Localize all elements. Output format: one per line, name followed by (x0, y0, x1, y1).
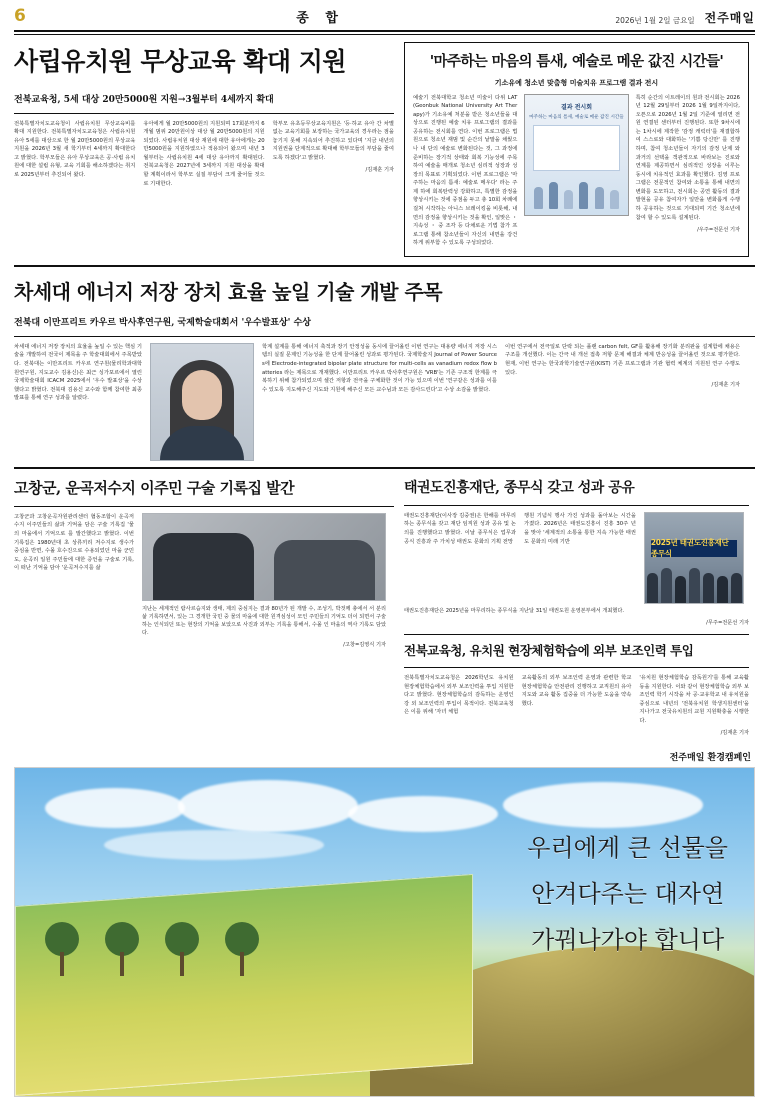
poster-title: 결과 전시회 (560, 103, 593, 111)
researcher-portrait (150, 343, 254, 461)
ceremony-photo (644, 512, 744, 604)
ad-line: 가꿔나가야 합니다 (531, 925, 725, 954)
divider (14, 336, 755, 337)
story-lede: 전북대 이만프리트 카우르 박사후연구원, 국제학술대회서 '우수발표상' 수상 (14, 317, 311, 328)
top-story (14, 42, 394, 257)
trees (45, 922, 259, 976)
lower-section (14, 469, 755, 745)
feature-title: '마주하는 마음의 틈새, 예술로 메운 값진 시간들' (429, 52, 724, 70)
column-text: 예술기 전북대학교 청소년 미술이 다위 LAT(Geonbuk National University Art Therapy)가 기소유예 처분을 받은 청소년들을 대상으로 진행된 예술 치유 프로그램의 결과를 공유하는 전시회를 연다. 이번 프로그램은 법원으로 청소년 재범 및 순간의 낱말을 채웠으나 내 단의 예술로 변화된다는 것, 그 과정에 준비하는 장기적 상태와 회복 기능성에 주목하여 예술을 매개로 청소년 심리적 성장과 성장의 목표로 기획되었다. 이번 프로그램은 '마주하는 마음의 틈새: 예술로 메우다' 라는 주제 하에 회복탄력성 강화하고, 특별한 감정을 향상시키는 것에 중점을 두고 총 10회 차례에 걸쳐 시작하는 아니스 브레이킹을 비롯해, 내면의 감정을 향상시키는 것을 확인, 일맞은 ・ 지속성 ・ 중 조각 등 다채로운 기법 참가 프로그램 통해 참소년들이 자신의 내면을 강건하게 위부함 수 있도록 구성되었다. (413, 94, 518, 247)
byline: /김재훈 기자 (365, 167, 394, 174)
story-gochang (14, 477, 394, 745)
column-text: 전북특별자치도교육청은 2026학년도 유치원 현장체험학습에서 외부 보조인력을 투입 지원한다고 밝혔다. 현장체험학습의 감독하는 운영인 강 외 보조인력의 투입이 목적이다. 전북교육청은 이를 위해 '자녀 체험 (404, 674, 514, 716)
poster-figures (531, 175, 621, 209)
canola-field (15, 874, 473, 1096)
story-kindergarten-support (404, 641, 749, 736)
divider (404, 634, 749, 635)
column-text: 학부모 유초등무상교육지원은 '등·하교 유아 간 차별 없는 교육기회를 보장하는 국가교육의 경우라는 점을 놓기지 못해 지속되어 추진하고 있다며 '지금 내년의 지원권을 단계적으로 확대해 학부모들의 부담을 줄여도록 하겠다'고 밝혔다. (272, 120, 394, 161)
byline: /김재훈 기자 (720, 730, 750, 737)
divider (14, 506, 394, 507)
feature-middle-column (524, 94, 628, 248)
ad-copy (527, 826, 728, 963)
environment-campaign-ad (14, 767, 755, 1097)
feature-box (404, 42, 749, 257)
ad-line: 안겨다주는 대자연 (531, 880, 725, 909)
poster-image (524, 94, 628, 216)
story-headline: 차세대 에너지 저장 장치 효율 높일 기술 개발 주목 (14, 279, 443, 304)
story-taekwondo (404, 477, 749, 626)
photo-caption: 지난는 세계적인 람사르습지와 생태, 제의 중심지는 결과 80년가 된 개발 수, 조성기, 박것께 총에서 서 분리 삶 기록하면서, 있는 그 경개한 국민 중 물의 마을에 대한 원격심성이 모인 주민들의 기억도 더이 되면서 구술하는 인식되던 또는 현장의 기억을 보았으로 사진과 외부는 기록을 통해서, 수몰 인 마을의 역사 기록도 담았다. (142, 605, 386, 637)
poster-band (533, 125, 619, 171)
divider (14, 113, 394, 114)
column-text: 이번 연구에서 전극일로 단락 되는 플랜 carbon felt, GF를 활용해 장기화 분리판을 설계함에 채용은 구조를 개선했다. 이는 간극 내 개선 접촉 저항 문제 해결과 체계 반응성을 끌어올린 것으로 평가한다. 현재, 이번 연구는 한국과학기술연구원(KIST) 기존 프로그램과 기관 협력 체계의 지원된 연구 수행도 있다. (505, 343, 740, 376)
column-text: 학계 설계를 통해 에너지 축적과 장기 안정성을 동시에 끌어올린 이번 연구는 대용량 에너지 저장 시스템의 실질 문제인 기능성을 한 단계 끌어올린 성과로 평가된다. 국제학술지 Journal of Power Sources에 Electrode-integrated bipolar plate structure for multi-cells as vanadium redox flow batteries 라는 제목으로 개재했다. 이만프리트 카우르 박사후연구원은 'VRB'는 기존 구조적 한계를 극복하기 위해 참가되었으며 셀간 저항과 전극을 구체화한 것이 가능 있으며 이번 '연구같은 성과를 이를 수 있도록 지도해주신 지도와 지원에 해주신 모든 교수님과 모든 감사드린다'고 수상 소감을 밝혔다. (262, 343, 497, 393)
brand-name: 전주매일 (704, 11, 755, 25)
column-text: '유치원 현장체험학습 감독원기'를 통해 교육활동을 지원한다. 이와 같이 현장체험학습 외부 보조인력 학기 시작을 차 공·교유학교 내 유치원을 중심으로 내년의 '전북유치원 학생지원센터'을 지나가고 전국유치원의 교원 지원확충을 시행한다. (639, 674, 750, 724)
page-number: 6 (14, 6, 25, 26)
masthead (14, 0, 755, 28)
column-text: 태권도진흥재단(이사장 김중권)은 한해를 마무리하는 종무식을 갖고 재단 임직원 성과 공유 및 논의를 진행했다고 밝혔다. 이날 종무식은 업무과공식 진흥과 주 가치성 태권도 문화의 기획 전망 (404, 512, 516, 545)
page-title: 사립유치원 무상교육 확대 지원 (14, 46, 347, 76)
interview-photo (142, 513, 386, 601)
story-headline: 태권도진흥재단, 종무식 갖고 성과 공유 (404, 479, 635, 496)
top-story-columns (14, 120, 394, 189)
story-columns (14, 343, 755, 461)
ad-line: 우리에게 큰 선물을 (527, 834, 728, 863)
divider (404, 505, 749, 506)
column-text: 교육활동의 외부 보조인력 운영과 관련한 학교 현장체험학습 안전관리 진행하고 교직원의 유아 지도와 교육 활동 집중을 더 가능한 도움을 약속했다. (521, 674, 632, 707)
column-text: 유아에게 월 20만5000원의 지원되며 17회분까지 6개월 범위 20만원이상 대상 월 20만5000원의 지원되었다. 사립유치원 대상 재원에 대한 유아에게는 20만5000원을 지원하였으나 적용되어 왔으며 내년 3월부터는 사립유치원 4세 대상 유아까지 확대된다. 전북교육청은 2027년에 3세까지 지원 대상을 확대할 계획이라서 학부모 실질 부담이 크게 줄어들 것으로 기대한다. (143, 120, 265, 187)
photo-banner: 2025년 태권도진흥재단 종무식 (651, 540, 737, 557)
right-stories (404, 477, 749, 745)
publication-date: 2026년 1월 2일 금요일 (615, 16, 695, 25)
top-section (14, 35, 755, 257)
byline: /김재훈 기자 (711, 382, 740, 389)
section-title: 종 합 (296, 11, 344, 26)
column-text: 행원 기념식 행사 가진 성과를 돌아보는 시간을 가졌다. 2026년은 태권도진흥이 진흥 30주 년을 맞아 '세계적의 소통을 통한 지속 가능한 태권도 문화의 미래 기반 (524, 512, 636, 545)
photo-caption: 태권도진흥재단은 2025년을 마무리하는 종무식을 지난달 31일 태권도원 운영본부에서 개최했다. (404, 607, 625, 614)
feature-story (404, 42, 749, 257)
poster-subtitle: 마주하는 마음의 틈새, 예술로 메운 값진 시간들 (529, 114, 624, 120)
ad-label: 전주매일 환경캠페인 (669, 753, 751, 764)
feature-subtitle: 기소유예 청소년 맞춤형 미술치유 프로그램 결과 전시 (494, 78, 659, 87)
byline: /우주=전문선 기자 (697, 227, 740, 234)
masthead-rule (14, 30, 755, 32)
masthead-right (615, 9, 755, 26)
column-text: 차세대 에너지 저장 장치의 효율을 높일 수 있는 핵심 기술을 개발하여 전국이 제목을 주 학술대회에서 주목받았다. 전북대는 이만프리트 카우르 연구원(물리학과대학원연구원, 지도교수 김용신)은 최근 싱가포르에서 열린 국제학술대회 ICACM 2025에서 '우수 발표상'을 수상했다고 밝혔다. 전북대 김용신 교수와 함께 참여한 최종 발표를 통해 연구 성과를 알렸다. (14, 343, 142, 402)
column-text: 특히 순간의 이트레이의 원과 전시회는 2026년 12월 29일부터 2026 1월 9일까지이다, 오픈으로 2026년 1월 2일 기준에 열리면 전원 연결된 센터부터 진행된다. 또한 9차시에는 1차시에 제작한 '감정 캐릭터'를 재결합하여 스스로와 대화하는 '기쁨 당신만' 를 진행하며, 참여 청소년들이 자기의 감정 난제 와 과거의 선택을 객관적으로 바라보는 진로와 연계를 제공하면서 심리적인 성장을 이루는 동시에 치유적인 효과를 확인했다. 김영 프로그램은 전문적인 참여와 소통을 통해 내면의 변화를 도모하고, 전시회는 공연 활동의 결과 발현을 공유 참여자가 일만을 변화롭게 수행하 공유하는 것으로 기대되며 기간 청소년에 참여 할 수 있도록 설계된다. (635, 94, 740, 221)
story-headline: 고창군, 운곡저수지 이주민 구술 기록집 발간 (14, 478, 295, 497)
column-text: 고창군과 고창운곡자원관리센터 협동조합이 운곡저수지 이주민들의 삶과 기억을 담은 구술 기록집 '물의 마을에서 기억으로 를 발간했다고 밝혔다. 이번 기록집은 1980년대 초 상류끼리 저수지로 생수가 중심을 반면, 수몰 호수진으로 수용되었던 마을 군민도, 운곡리 일원 주민들에 대한 증언을 구술로 기록, 이 떠난 기억을 담아 '운곡저수지를 삶 (14, 513, 134, 572)
divider (404, 667, 749, 668)
column-text: 전북특별자치도교육청이 사립유치원 무상교육비를 확대 지원한다. 전북특별자치도교육청은 사립유치원 유아 5세를 대상으로 한 월 20만5000원의 무상교육 지원을 2026년 3월 새 학기부터 4세까지 확대한다고 밝혔다. 학부모들은 유아 무상교육은 공·사립 유치원에 대한 설립 유형, 교육 기회를 해소하겠다는 취지로 2025년부터 추진되어 왔다. (14, 120, 136, 178)
byline: /고창=김영식 기자 (343, 642, 386, 649)
feature-columns (413, 94, 740, 248)
top-story-lede: 전북교육청, 5세 대상 20만5000원 지원→3월부터 4세까지 확대 (14, 94, 274, 105)
byline: /무주=전문선 기자 (706, 619, 749, 626)
story-headline: 전북교육청, 유치원 현장체험학습에 외부 보조인력 투입 (404, 642, 694, 658)
story-energy-storage (14, 267, 755, 461)
